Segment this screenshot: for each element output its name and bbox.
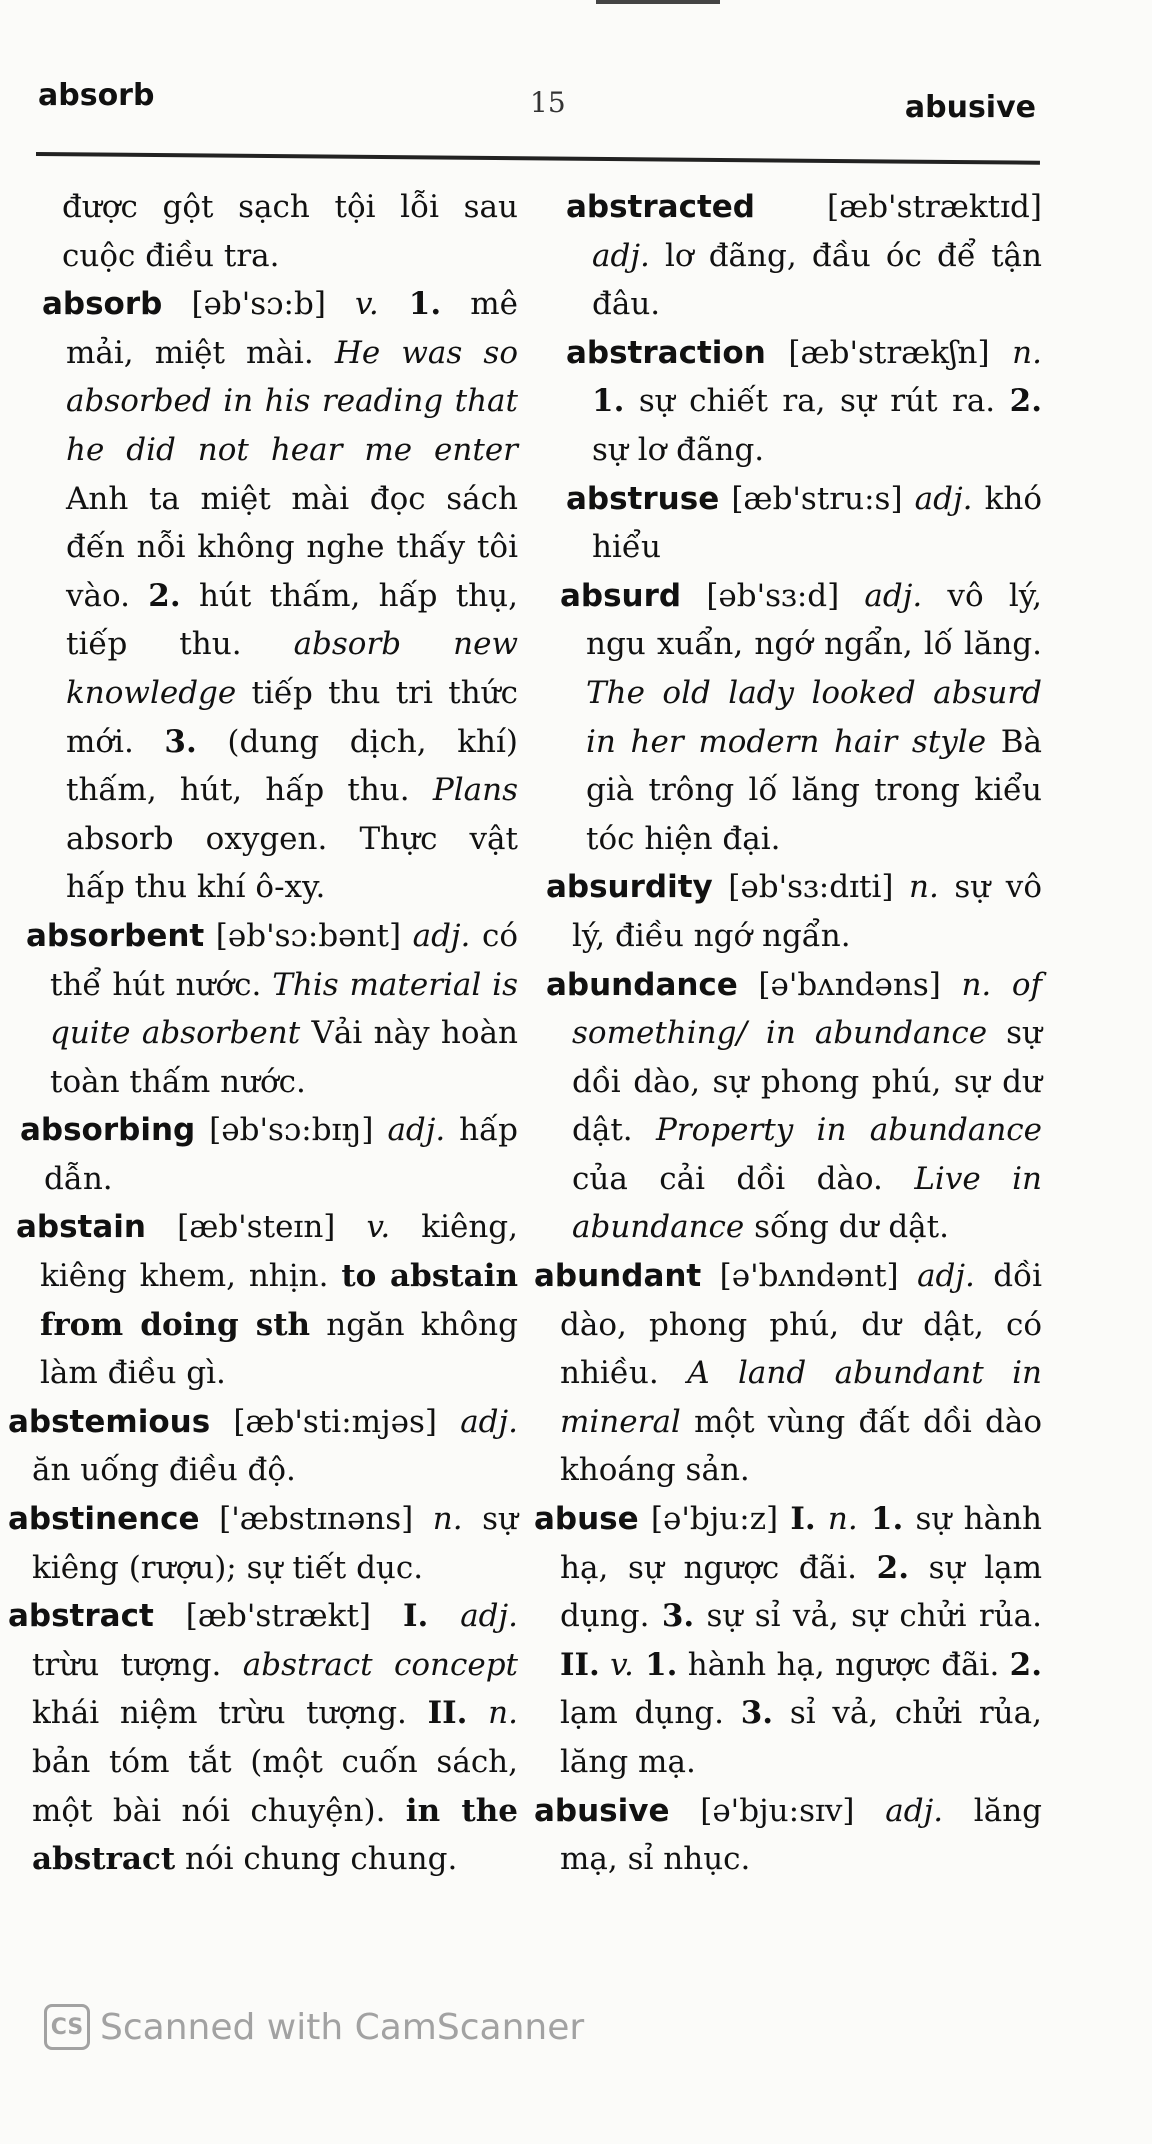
part-of-speech: n. <box>467 1695 518 1732</box>
entry-abusive <box>534 1787 1042 1884</box>
pronunciation: [ə'bʌndəns] <box>737 966 962 1003</box>
definition: sự lạm dụng. <box>560 1549 1042 1635</box>
headword: abstemious <box>8 1403 211 1440</box>
part-of-speech: v. <box>366 1209 391 1246</box>
definition: sự vô lý, điều ngớ ngẩn. <box>572 869 1042 954</box>
definition: ngăn không làm điều gì. <box>40 1306 518 1392</box>
definition: bản tóm tắt (một cuốn sách, một bài nói chuyện). <box>32 1744 518 1829</box>
entry-abundance <box>546 961 1042 1253</box>
definition: ăn uống điều độ. <box>32 1452 296 1489</box>
right-column <box>534 183 1042 1884</box>
page-header <box>38 74 1036 124</box>
example: The old lady looked absurd in her modern hair style <box>586 674 1042 760</box>
definition: kiêng, kiêng khem, nhịn. <box>40 1209 518 1295</box>
definition: Vải này hoàn toàn thấm nước. <box>50 1015 518 1100</box>
part-of-speech: n. <box>961 966 992 1003</box>
sense-number: 1. <box>378 286 442 323</box>
definition: hành hạ, ngược đãi. <box>677 1646 1010 1683</box>
example: Live in abundance <box>572 1160 1042 1246</box>
definition: của cải dồi dào. <box>572 1160 915 1197</box>
entry-abstract <box>8 1592 518 1884</box>
example: abstract concept <box>242 1646 518 1683</box>
pronunciation: [ə'bju:sɪv] <box>669 1792 886 1829</box>
headword: absorb <box>42 286 163 323</box>
continuation-text: được gột sạch tội lỗi sau cuộc điều tra. <box>62 189 518 274</box>
sense-number: 1. <box>592 383 625 420</box>
left-column <box>8 183 518 1884</box>
pronunciation: [æb'sti:mjəs] <box>210 1403 461 1440</box>
part-of-speech: adj. <box>885 1792 944 1829</box>
sense-number: II. <box>427 1695 468 1732</box>
sense-number: 2. <box>148 577 181 614</box>
definition: nói chung chung. <box>175 1841 458 1878</box>
definition: hấp dẫn. <box>44 1112 518 1197</box>
sense-number: 2. <box>1009 1646 1042 1683</box>
part-of-speech: adj. <box>864 577 923 614</box>
example: Property in abundance <box>655 1112 1042 1149</box>
definition: dồi dào, phong phú, dư dật, có nhiều. <box>560 1258 1042 1392</box>
entry-abundant <box>534 1252 1042 1495</box>
pronunciation: ['æbstɪnəns] <box>199 1501 433 1538</box>
pronunciation: [æb'stræktɪd] <box>755 189 1042 225</box>
pronunciation: [əb'sɜ:dɪti] <box>712 869 910 906</box>
part-of-speech: adj. <box>387 1112 446 1149</box>
guide-word-right: abusive <box>904 90 1036 125</box>
pronunciation: [əb'sɔ:b] <box>162 286 356 323</box>
entry-abstain <box>16 1203 518 1397</box>
definition: Bà già trông lố lăng trong kiểu tóc hiện đại. <box>586 723 1042 857</box>
part-of-speech: v. <box>599 1646 634 1683</box>
entry-absurd <box>560 572 1042 864</box>
pronunciation: [æb'stru:s] <box>719 480 915 517</box>
definition: sự lơ đãng. <box>592 431 765 468</box>
pronunciation: [əb'sɜ:d] <box>681 577 865 614</box>
headword: abstraction <box>566 334 766 371</box>
watermark-text: Scanned with CamScanner <box>100 2006 585 2048</box>
sense-number: 2. <box>876 1549 910 1586</box>
part-of-speech: adj. <box>460 1403 518 1440</box>
headword: abusive <box>534 1792 670 1829</box>
headword: abstracted <box>566 189 755 225</box>
definition: sỉ vả, chửi rủa, lăng mạ. <box>560 1695 1042 1780</box>
entry-absorbent <box>26 912 518 1106</box>
pronunciation: [æb'strækʃn] <box>765 334 1013 371</box>
definition: Anh ta miệt mài đọc sách đến nỗi không nghe thấy tôi vào. <box>66 480 518 614</box>
definition: trừu tượng. <box>32 1646 243 1683</box>
definition: sự hành hạ, sự ngược đãi. <box>560 1501 1042 1586</box>
example: absorb new knowledge <box>66 626 518 711</box>
definition: tiếp thu tri thức mới. <box>66 674 518 760</box>
example: He was so absorbed in his reading that he did not hear me enter <box>66 334 519 468</box>
definition: lạm dụng. <box>560 1695 741 1732</box>
headword: absorbent <box>26 917 205 954</box>
headword: abundance <box>546 966 738 1003</box>
sense-number: 1. <box>857 1501 904 1538</box>
sense-number: II. <box>560 1646 600 1683</box>
part-of-speech: n. <box>909 869 939 906</box>
entry-absorbing <box>20 1106 518 1203</box>
sense-number: 3. <box>164 723 197 760</box>
definition: sự kiêng (rượu); sự tiết dục. <box>32 1501 518 1586</box>
headword: abstruse <box>566 480 720 517</box>
definition: sự dồi dào, sự phong phú, sự dư dật. <box>572 1015 1042 1149</box>
entry-abstemious <box>8 1398 518 1495</box>
definition: có thể hút nước. <box>50 917 518 1003</box>
headword: absurd <box>560 577 682 614</box>
example: Plans <box>432 772 518 809</box>
pronunciation: [əb'sɔ:bənt] <box>204 917 413 954</box>
example: This material is quite absorbent <box>50 966 518 1052</box>
definition: absorb oxygen. Thực vật hấp thu khí ô-xy. <box>66 820 518 906</box>
part-of-speech: adj. <box>914 480 973 517</box>
sense-number: 3. <box>661 1598 695 1635</box>
sense-number: 1. <box>633 1646 678 1683</box>
headword: absurdity <box>546 869 713 906</box>
page-top-mark <box>596 0 720 4</box>
header-rule <box>36 152 1040 165</box>
definition: hút thấm, hấp thụ, tiếp thu. <box>66 577 518 663</box>
headword: absorbing <box>20 1112 196 1149</box>
definition: lăng mạ, sỉ nhục. <box>560 1792 1042 1878</box>
entry-abstruse <box>566 475 1042 572</box>
definition: sống dư dật. <box>744 1209 949 1246</box>
entry-abstracted <box>566 183 1042 329</box>
entry-absorb <box>42 280 518 912</box>
part-of-speech: adj. <box>428 1598 518 1635</box>
sense-number: I. <box>790 1501 816 1538</box>
part-of-speech: v. <box>355 286 379 323</box>
definition: một vùng đất dồi dào khoáng sản. <box>560 1403 1042 1489</box>
pronunciation: [ə'bʌndənt] <box>701 1258 918 1295</box>
definition: sự sỉ vả, sự chửi rủa. <box>694 1598 1043 1635</box>
definition: mê mải, miệt mài. <box>66 286 519 371</box>
headword: abstract <box>8 1598 154 1635</box>
headword: abstinence <box>8 1501 200 1538</box>
sense-number: 2. <box>1009 383 1042 420</box>
page-number: 15 <box>530 86 566 119</box>
part-of-speech: adj. <box>592 237 650 274</box>
headword: abundant <box>534 1258 702 1295</box>
camscanner-logo-icon: CS <box>44 2004 90 2050</box>
pronunciation: [əb'sɔ:bɪŋ] <box>195 1112 388 1149</box>
guide-word-left: absorb <box>38 78 155 113</box>
definition: lơ đãng, đầu óc để tận đâu. <box>592 237 1042 323</box>
part-of-speech: adj. <box>917 1258 975 1295</box>
pronunciation: [ə'bju:z] <box>638 1501 791 1538</box>
entry-abstinence <box>8 1495 518 1592</box>
definition: khó hiểu <box>592 480 1042 566</box>
definition: vô lý, ngu xuẩn, ngớ ngẩn, lố lăng. <box>586 577 1042 663</box>
definition: khái niệm trừu tượng. <box>32 1695 428 1732</box>
example: of something/ in abundance <box>572 966 1042 1052</box>
example: A land abundant in mineral <box>560 1355 1042 1440</box>
sense-number: 3. <box>740 1695 774 1732</box>
entry-abuse <box>534 1495 1042 1787</box>
entry-absurdity <box>546 863 1042 960</box>
scanner-watermark <box>44 2004 584 2050</box>
part-of-speech: adj. <box>412 917 471 954</box>
phrase: to abstain from doing sth <box>40 1258 518 1343</box>
sense-number: I. <box>402 1598 429 1635</box>
headword: abuse <box>534 1501 639 1538</box>
part-of-speech: n. <box>815 1501 858 1538</box>
pronunciation: [æb'strækt] <box>153 1598 403 1635</box>
definition: sự chiết ra, sự rút ra. <box>624 383 1010 420</box>
headword: abstain <box>16 1209 146 1246</box>
entry-abstraction <box>566 329 1042 475</box>
definition: (dung dịch, khí) thấm, hút, hấp thu. <box>66 723 518 809</box>
part-of-speech: n. <box>1012 334 1042 371</box>
pronunciation: [æb'steɪn] <box>146 1209 367 1246</box>
phrase: in the abstract <box>32 1792 518 1878</box>
part-of-speech: n. <box>432 1501 463 1538</box>
